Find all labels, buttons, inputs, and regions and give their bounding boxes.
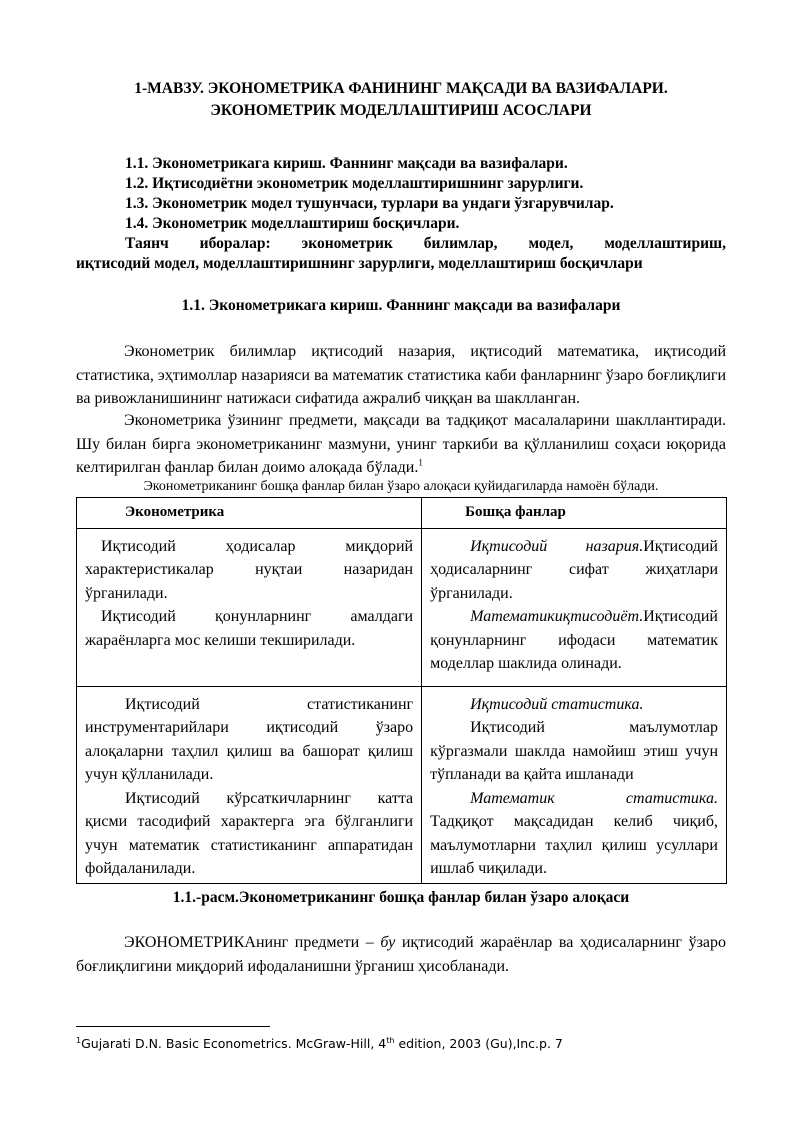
row2-right-p2: Иқтисодий маълумотлар кўргазмали шаклда намойиш этиш учун тўпланади ва қайта ишланади: [430, 719, 718, 783]
keywords-line-1: [76, 234, 726, 254]
header-econometrics: Эконометрика: [77, 498, 422, 529]
title-line-2: ЭКОНОМЕТРИК МОДЕЛЛАШТИРИШ АСОСЛАРИ: [210, 102, 592, 119]
paragraph-1-text: Эконометрик билимлар иқтисодий назария, иқтисодий математика, иқтисодий статистика, эҳтимоллар назарияси ва математик статистика каби фанларнинг ўзаро боғлиқлиги ва ривожланишининг натижаси сифатида ажралиб чиққан ва шаклланган.: [76, 343, 726, 407]
table-of-contents: [76, 154, 726, 274]
toc-item-3: 1.3. Эконометрик модел тушунчаси, турлари ва ундаги ўзгарувчилар.: [125, 195, 614, 212]
section-heading: 1.1. Эконометрикага кириш. Фаннинг мақсади ва вазифалари: [181, 297, 621, 314]
paragraph-3-italic: бу: [380, 934, 396, 951]
keyword-word: иборалар:: [199, 235, 271, 252]
footnote-marker: 1: [76, 1035, 82, 1045]
row2-left-p2: Иқтисодий кўрсаткичларнинг катта қисми тасодифий характерга эга бўлганлиги учун математик статистиканинг аппаратидан фойдаланилади.: [85, 789, 414, 877]
keyword-word: модел,: [528, 235, 574, 252]
row1-right-cell: [422, 528, 727, 686]
row2-left-p1: Иқтисодий статистиканинг инструментарийлари иқтисодий ўзаро алоқаларни таҳлил қилиш ва башорат қилиш учун қўлланилади.: [85, 695, 414, 783]
row1-left-cell: [77, 528, 422, 686]
row2-right-p3-italic: Математик статистика.: [470, 789, 718, 807]
footnote: [76, 1036, 726, 1051]
row2-right-p3-text: Тадқиқот мақсадидан келиб чиқиб, маълумотларни таҳлил қилиш усуллари ишлаб чиқилади.: [430, 813, 718, 877]
keyword-word: эконометрик: [301, 235, 393, 252]
footnote-reference[interactable]: 1: [418, 457, 423, 468]
paragraph-2: [76, 409, 726, 480]
footnote-text-after: edition, 2003 (Gu),Inc.p. 7: [394, 1036, 563, 1051]
document-title: [76, 78, 726, 122]
toc-item-4: 1.4. Эконометрик моделлаштириш босқичлари.: [125, 215, 460, 232]
paragraph-1: [76, 340, 726, 411]
header-other-sciences: Бошқа фанлар: [422, 498, 727, 529]
relations-table: [76, 497, 727, 884]
paragraph-2-text: Эконометрика ўзининг предмети, мақсади ва тадқиқот масалаларини шакллантиради. Шу билан бирга эконометриканинг мазмуни, унинг таркиби ва қўлланилиш соҳаси юқорида келтирилган фанлар билан доимо алоқада бўлади.: [76, 412, 726, 476]
row2-right-cell: [422, 686, 727, 883]
toc-item-1: 1.1. Эконометрикага кириш. Фаннинг мақсади ва вазифалари.: [125, 155, 568, 172]
row1-left-p2: Иқтисодий қонунларнинг амалдаги жараёнларга мос келиши текширилади.: [85, 608, 414, 649]
paragraph-3: [76, 931, 726, 978]
footnote-sup: th: [386, 1035, 395, 1045]
row2-right-p1-italic: Иқтисодий статистика.: [470, 695, 644, 713]
row2-left-cell: [77, 686, 422, 883]
row1-right-p2-italic: Математикиқтисодиёт.: [470, 608, 644, 625]
figure-caption: 1.1.-расм.Эконометриканинг бошқа фанлар билан ўзаро алоқаси: [172, 889, 630, 906]
footnote-separator: [76, 1026, 270, 1027]
keywords-line-2: иқтисодий модел, моделлаштиришнинг зарурлиги, моделлаштириш босқичлари: [76, 255, 643, 272]
toc-item-2: 1.2. Иқтисодиётни эконометрик моделлаштиришнинг зарурлиги.: [125, 175, 584, 192]
table-header-row: [77, 498, 727, 529]
row1-left-p1: Иқтисодий ҳодисалар миқдорий характеристикалар нуқтаи назаридан ўрганилади.: [85, 537, 414, 602]
row1-right-p1-text: Иқтисодий ҳодисаларнинг сифат жиҳатлари ўрганилади.: [430, 537, 718, 602]
keyword-word: моделлаштириш,: [604, 235, 726, 252]
footnote-text-before: Gujarati D.N. Basic Econometrics. McGraw-Hill, 4: [81, 1036, 387, 1051]
table-intro: Эконометриканинг бошқа фанлар билан ўзаро алоқаси қуйидагиларда намоён бўлади.: [143, 479, 659, 494]
paragraph-3-part2: иқтисодий жараёнлар ва ҳодисаларнинг ўзаро боғлиқлигини миқдорий ифодаланишни ўрганиш ҳисобланади.: [76, 934, 726, 975]
paragraph-3-part1: ЭКОНОМЕТРИКАнинг предмети –: [124, 934, 381, 951]
table-row: [77, 686, 727, 883]
keyword-word: Таянч: [125, 235, 169, 252]
row1-right-p1-italic: Иқтисодий назария.: [470, 537, 644, 555]
row1-right-p2-text: Иқтисодий қонунларнинг ифодаси математик моделлар шаклида олинади.: [430, 608, 718, 672]
title-line-1: 1-МАВЗУ. ЭКОНОМЕТРИКА ФАНИНИНГ МАҚСАДИ ВА ВАЗИФАЛАРИ.: [134, 80, 668, 97]
keyword-word: билимлар,: [423, 235, 498, 252]
table-row: [77, 528, 727, 686]
